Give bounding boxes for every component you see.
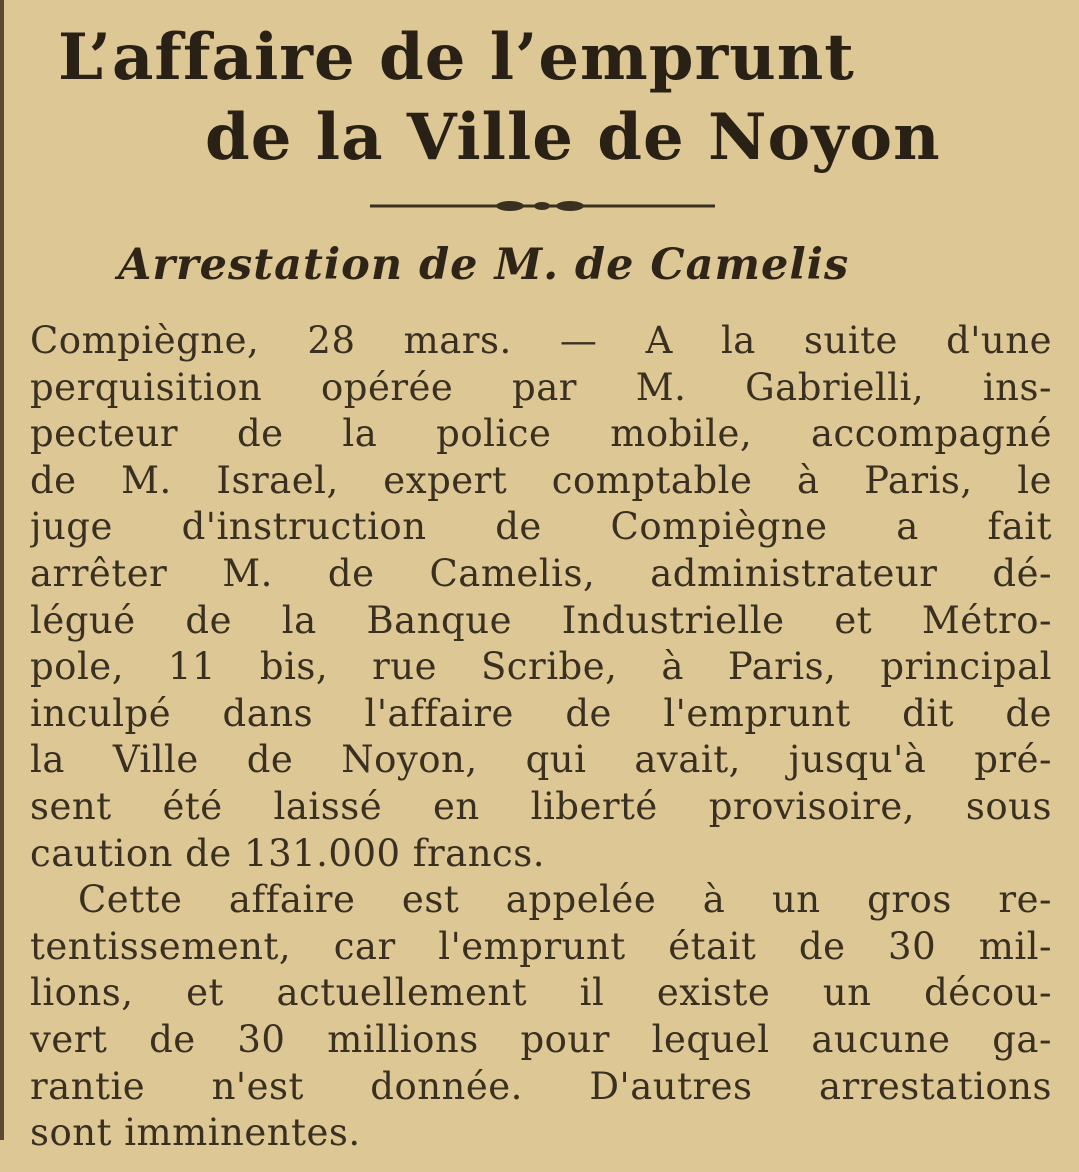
article-body (30, 318, 1052, 1157)
text-line: inculpé dans l'affaire de l'emprunt dit de (30, 691, 1052, 735)
text-line: tentissement, car l'emprunt était de 30 mil- (30, 924, 1052, 968)
subheadline: Arrestation de M. de Camelis (118, 240, 850, 290)
clipping-edge (0, 0, 4, 1140)
text-line: Cette affaire est appelée à un gros re- (78, 878, 1052, 922)
headline-line-2: de la Ville de Noyon (205, 100, 941, 175)
text-line: la Ville de Noyon, qui avait, jusqu'à pré- (30, 738, 1052, 782)
paragraph (30, 877, 1052, 1157)
text-line: rantie n'est donnée. D'autres arrestations (30, 1064, 1052, 1108)
text-line: perquisition opérée par M. Gabrielli, ins- (30, 365, 1052, 409)
text-line: Compiègne, 28 mars. — A la suite d'une (30, 319, 1052, 362)
text-line: de M. Israel, expert comptable à Paris, le (30, 458, 1052, 502)
text-line: sent été laissé en liberté provisoire, sous (30, 784, 1052, 828)
text-line: juge d'instruction de Compiègne a fait (30, 505, 1052, 549)
text-line: légué de la Banque Industrielle et Métro- (30, 598, 1052, 642)
paragraph (30, 318, 1052, 877)
ornamental-rule (370, 200, 715, 212)
text-line: arrêter M. de Camelis, administrateur dé- (30, 551, 1052, 595)
text-line: caution de 131.000 francs. (30, 831, 546, 875)
text-line: lions, et actuellement il existe un décou- (30, 971, 1052, 1015)
text-line: pecteur de la police mobile, accompagné (30, 412, 1052, 456)
text-line: sont imminentes. (30, 1111, 361, 1155)
headline-line-1: L’affaire de l’emprunt (58, 20, 855, 95)
text-line: vert de 30 millions pour lequel aucune ga- (30, 1017, 1052, 1061)
text-line: pole, 11 bis, rue Scribe, à Paris, principal (30, 645, 1052, 689)
